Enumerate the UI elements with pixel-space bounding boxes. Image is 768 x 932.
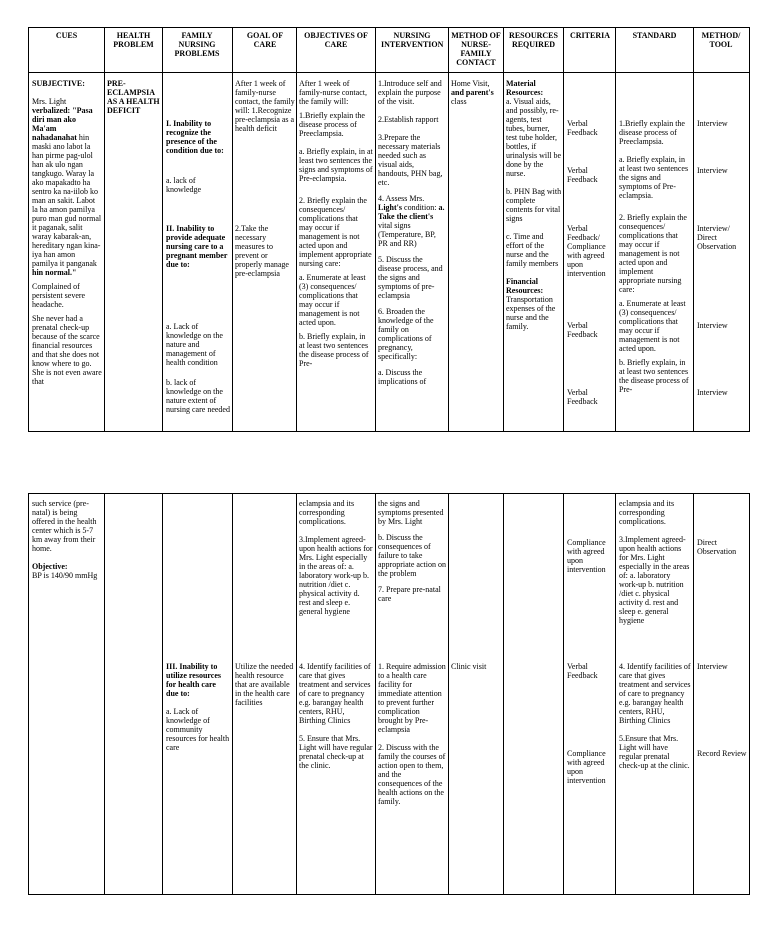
family-problem-2a: a. Lack of knowledge on the nature and management of health condition <box>166 322 223 367</box>
objectives-cell-continued <box>299 499 373 616</box>
family-problem-3 <box>166 662 230 752</box>
objectives-cell <box>299 79 373 368</box>
standard-1a: a. Briefly explain, in at least two sentences the signs and symptoms of Pre-eclampsia. <box>619 155 689 200</box>
family-problem-2b: b. lack of knowledge on the nature extent of nursing care needed <box>166 378 230 414</box>
column-divider <box>615 28 616 431</box>
objective-4: 4. Identify facilities of care that gives treatment and services of care to pregnancy e.g. barangay health centers, RHU, Birthing Clinics <box>299 662 371 725</box>
method-cell: Home Visit, and parent's class <box>451 79 494 106</box>
intervention-4: 4. Assess Mrs. Light's condition: a. Take the client's vital signs (Temperature, BP, PR and RR) <box>378 194 445 248</box>
header-standard: STANDARD <box>632 31 677 40</box>
family-problem-3-title: III. Inability to utilize resources for health care due to: <box>166 662 222 698</box>
column-divider <box>563 28 564 431</box>
criteria-6: Compliance with agreed upon intervention <box>567 538 606 574</box>
objective-2b: b. Briefly explain, in at least two sentences the disease process of Pre- <box>299 332 369 368</box>
care-plan-table-page1 <box>28 27 750 432</box>
family-problem-2-title: II. Inability to provide adequate nursing care to a pregnant member due to: <box>166 224 228 269</box>
header-objectives-of-care: OBJECTIVES OF CARE <box>304 31 368 49</box>
goal-2: 2.Take the necessary measures to prevent or properly manage pre-eclampsia <box>235 224 289 278</box>
intervention-cell <box>378 79 446 386</box>
care-plan-table-page2 <box>28 493 750 895</box>
column-divider <box>296 28 297 431</box>
standard-1: 1.Briefly explain the disease process of Preeclampsia. <box>619 119 685 146</box>
objective-label: Objective: <box>32 562 68 571</box>
health-problem-cell: PRE-ECLAMPSIA AS A HEALTH DEFICIT <box>107 79 160 115</box>
column-divider <box>296 494 297 894</box>
header-criteria: CRITERIA <box>569 31 610 40</box>
goal-3: Utilize the needed health resource that are available in the health care facilities <box>235 662 294 707</box>
cues-continued: such service (pre-natal) is being offered in the health center which is 5-7 km away from their home. <box>32 499 97 553</box>
method-tool-2: Interview <box>697 166 728 175</box>
criteria-5: Verbal Feedback <box>567 388 598 406</box>
cues-cell <box>32 79 102 386</box>
header-resources-required: RESOURCES REQUIRED <box>509 31 558 49</box>
column-divider <box>162 28 163 431</box>
method-tool-7: Interview <box>697 662 728 671</box>
complaint-text: Complained of persistent severe headache. <box>32 282 86 309</box>
standard-3: 3.Implement agreed-upon health actions for Mrs. Light especially in the areas of: a. laboratory work-up b. nutrition /diet c. physical activity d. rest and sleep e. general hygiene <box>619 535 690 625</box>
column-divider <box>232 28 233 431</box>
standard-cell-continued <box>619 499 691 625</box>
subjective-label: SUBJECTIVE: <box>32 79 85 88</box>
header-divider <box>29 72 749 73</box>
column-divider <box>375 494 376 894</box>
objective-3: 3.Implement agreed-upon health actions for Mrs. Light especially in the areas of: a. laboratory work-up b. nutrition /diet c. physical activity d. rest and sleep e. general hygiene <box>299 535 373 616</box>
column-divider <box>104 28 105 431</box>
blood-pressure: BP is 140/90 mmHg <box>32 571 98 580</box>
verbatim-statement: Mrs. Light verbalized: "Pasa diri man ako Ma'am nahadanahat hin maski ano labot la han pirme pag-ulol han ak ulo ngan tangkugo. Waray la ako mapakadto ha sentro ka na-iilob ko man an sakit. Labot la ha amon pamilya puro man gud normal it paganak, salit waray kabarak-an, hereditary ngan kina-iya han amon pamilya it panganak hin normal." <box>32 97 102 277</box>
objective-2a: a. Enumerate at least (3) consequences/ complications that may occur if management is not acted upon. <box>299 273 366 327</box>
header-goal-of-care: GOAL OF CARE <box>246 31 284 49</box>
column-divider <box>563 494 564 894</box>
criteria-7: Verbal Feedback <box>567 662 598 680</box>
intervention-6b: b. Discuss the consequences of failure to take appropriate action on the problem <box>378 533 446 578</box>
intervention-6a: a. Discuss the implications of <box>378 368 427 386</box>
objective-1a: a. Briefly explain, in at least two sentences the signs and symptoms of Pre-eclampsia. <box>299 147 373 183</box>
intervention-7: 7. Prepare pre-natal care <box>378 585 441 603</box>
intervention-3-2: 2. Discuss with the family the courses of action open to them, and the consequences of the health actions on the family. <box>378 743 446 806</box>
header-health-problem: HEALTH PROBLEM <box>113 31 154 49</box>
criteria-3: Verbal Feedback/ Compliance with agreed upon intervention <box>567 224 606 278</box>
objectives-intro: After 1 week of family-nurse contact, the family will: <box>299 79 367 106</box>
method-tool-8: Record Review <box>697 749 747 758</box>
method-tool-6: Direct Observation <box>697 538 737 556</box>
method-tool-1: Interview <box>697 119 728 128</box>
criteria-2: Verbal Feedback <box>567 166 598 184</box>
column-divider <box>615 494 616 894</box>
cues-cell-continued <box>32 499 102 580</box>
standard-continued: eclampsia and its corresponding complications. <box>619 499 675 526</box>
header-cues: CUES <box>55 31 78 40</box>
column-divider <box>448 494 449 894</box>
objective-5: 5. Ensure that Mrs. Light will have regular prenatal check-up at the clinic. <box>299 734 373 770</box>
method-tool-4: Interview <box>697 321 728 330</box>
prenatal-text: She never had a prenatal check-up because of the scarce financial resources and that she does not know where to go. She is not even aware that <box>32 314 102 386</box>
objective-2: 2. Briefly explain the consequences/ complications that may occur if management is not acted upon and implement appropriate nursing care: <box>299 196 372 268</box>
intervention-1: 1.Introduce self and explain the purpose of the visit. <box>378 79 442 106</box>
criteria-1: Verbal Feedback <box>567 119 598 137</box>
standard-cell-3 <box>619 662 691 770</box>
objectives-cell-3 <box>299 662 373 770</box>
objective-1: 1.Briefly explain the disease process of Preeclampsia. <box>299 111 365 138</box>
goal-1: After 1 week of family-nurse contact, the family will: 1.Recognize pre-eclampsia as a health deficit <box>235 79 295 133</box>
resources-cell <box>506 79 562 331</box>
family-problem-1-title: I. Inability to recognize the presence of the condition due to: <box>166 119 224 155</box>
intervention-cell-3 <box>378 662 446 806</box>
intervention-3: 3.Prepare the necessary materials needed such as visual aids, handouts, PHN bag, etc. <box>378 133 443 187</box>
financial-resources-label: Financial Resources: <box>506 277 544 295</box>
method-tool-3: Interview/ Direct Observation <box>697 224 737 251</box>
column-divider <box>104 494 105 894</box>
column-divider <box>693 494 694 894</box>
resource-b: b. PHN Bag with complete contents for vital signs <box>506 187 562 223</box>
resource-a: a. Visual aids, and possibly, re-agents, test tubes, burner, test tube holder, bottles, if urinalysis will be done by the nurse. <box>506 97 562 178</box>
criteria-4: Verbal Feedback <box>567 321 598 339</box>
column-divider <box>232 494 233 894</box>
method-tool-5: Interview <box>697 388 728 397</box>
header-method-tool: METHOD/ TOOL <box>701 31 741 49</box>
column-divider <box>448 28 449 431</box>
header-family-nursing-problems: FAMILY NURSING PROBLEMS <box>174 31 220 58</box>
header-nursing-intervention: NURSING INTERVENTION <box>381 31 444 49</box>
column-divider <box>375 28 376 431</box>
standard-2b: b. Briefly explain, in at least two sentences the disease process of Pre- <box>619 358 689 394</box>
material-resources-label: Material Resources: <box>506 79 544 97</box>
intervention-cell-continued <box>378 499 446 603</box>
resource-financial: Transportation expenses of the nurse and the family. <box>506 295 556 331</box>
standard-2: 2. Briefly explain the consequences/ complications that may occur if management is not acted upon and implement appropriate nursing care: <box>619 213 687 294</box>
standard-2a: a. Enumerate at least (3) consequences/ complications that may occur if management is not acted upon. <box>619 299 686 353</box>
standard-cell <box>619 119 691 394</box>
intervention-continued: the signs and symptoms presented by Mrs. Light <box>378 499 444 526</box>
intervention-2: 2.Establish rapport <box>378 115 439 124</box>
intervention-6: 6. Broaden the knowledge of the family on complications of pregnancy, specifically: <box>378 307 434 361</box>
intervention-3-1: 1. Require admission to a health care facility for immediate attention to prevent further complication brought by Pre-eclampsia <box>378 662 446 734</box>
column-divider <box>503 494 504 894</box>
method-clinic-visit: Clinic visit <box>451 662 487 671</box>
family-problem-3a: a. Lack of knowledge of community resources for health care <box>166 707 230 752</box>
standard-5: 5.Ensure that Mrs. Light will have regular prenatal check-up at the clinic. <box>619 734 690 770</box>
column-divider <box>503 28 504 431</box>
resource-c: c. Time and effort of the nurse and the family members <box>506 232 559 268</box>
standard-4: 4. Identify facilities of care that gives treatment and services of care to pregnancy e.g. barangay health centers, RHU, Birthing Clinics <box>619 662 691 725</box>
intervention-5: 5. Discuss the disease process, and the signs and symptoms of pre-eclampsia <box>378 255 443 300</box>
family-problem-1a: a. lack of knowledge <box>166 176 202 194</box>
criteria-8: Compliance with agreed upon intervention <box>567 749 606 785</box>
objectives-continued: eclampsia and its corresponding complications. <box>299 499 355 526</box>
header-method-of-contact: METHOD OF NURSE-FAMILY CONTACT <box>451 31 501 67</box>
column-divider <box>162 494 163 894</box>
column-divider <box>693 28 694 431</box>
